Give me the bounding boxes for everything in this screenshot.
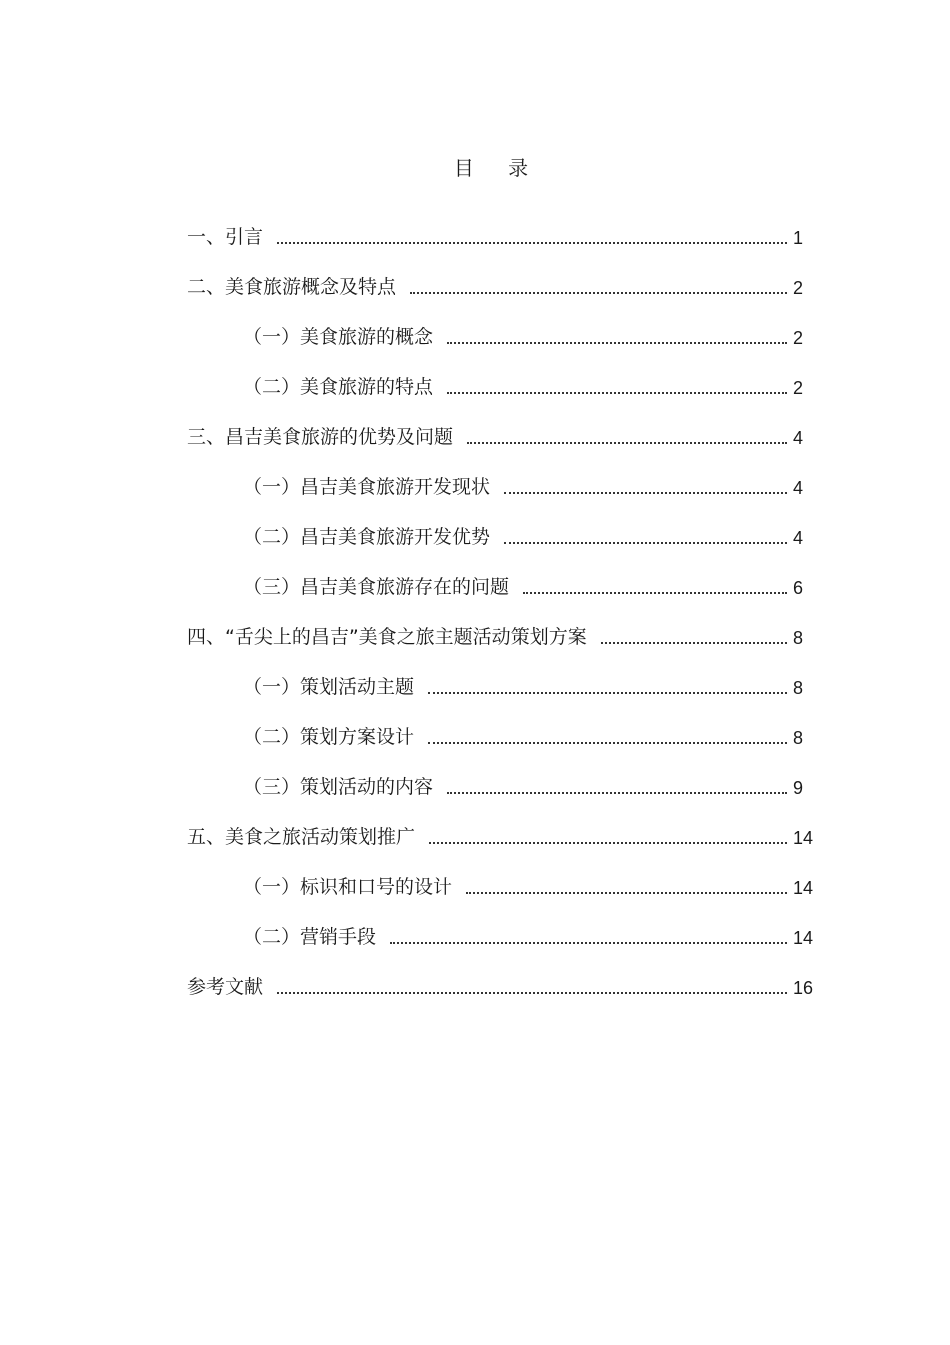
toc-entry [187,958,817,1008]
toc-entry-label: （一）策划活动主题 [243,676,415,698]
toc-subentry [187,858,817,908]
toc-subentry [187,708,817,758]
toc-entry-label: （三）策划活动的内容 [243,776,434,798]
toc-subentry [187,758,817,808]
toc-subentry [187,358,817,408]
toc-entry-page: 14 [793,928,814,948]
toc-entry-page: 4 [793,478,804,498]
toc-subentry [187,558,817,608]
toc-dot-leader [428,691,787,694]
toc-entry-page: 8 [793,728,804,748]
toc-entry-label: 四、“舌尖上的昌吉”美食之旅主题活动策划方案 [187,626,587,648]
toc-dot-leader [428,741,787,744]
toc-entry-label: （二）营销手段 [243,926,377,948]
toc-dot-leader [467,441,787,444]
toc-dot-leader [390,941,787,944]
toc-dot-leader [277,241,787,244]
toc-entry-page: 4 [793,528,804,548]
toc-entry [187,408,817,458]
toc-dot-leader [523,591,787,594]
table-of-contents [187,208,817,1008]
toc-dot-leader [429,841,787,844]
toc-entry [187,608,817,658]
toc-entry-label: （一）昌吉美食旅游开发现状 [243,476,491,498]
toc-dot-leader [466,891,787,894]
toc-dot-leader [447,341,787,344]
toc-entry-page: 2 [793,378,804,398]
toc-entry-page: 14 [793,828,814,848]
toc-entry [187,208,817,258]
toc-entry-label: 二、美食旅游概念及特点 [187,276,397,298]
toc-entry [187,808,817,858]
toc-entry-page: 9 [793,778,804,798]
toc-entry-page: 6 [793,578,804,598]
toc-subentry [187,458,817,508]
toc-entry-label: （三）昌吉美食旅游存在的问题 [243,576,510,598]
toc-dot-leader [504,541,787,544]
toc-subentry [187,308,817,358]
toc-entry-label: （一）美食旅游的概念 [243,326,434,348]
toc-entry-page: 8 [793,678,804,698]
toc-entry-page: 4 [793,428,804,448]
toc-entry-label: 三、昌吉美食旅游的优势及问题 [187,426,454,448]
toc-entry-label: 五、美食之旅活动策划推广 [187,826,416,848]
toc-dot-leader [447,391,787,394]
toc-entry-label: （二）昌吉美食旅游开发优势 [243,526,491,548]
toc-subentry [187,908,817,958]
page-title: 目 录 [453,156,543,180]
toc-entry-page: 8 [793,628,804,648]
toc-entry-page: 2 [793,328,804,348]
toc-subentry [187,658,817,708]
toc-dot-leader [410,291,787,294]
toc-entry-label: 参考文献 [187,976,264,998]
toc-entry-label: （二）美食旅游的特点 [243,376,434,398]
toc-entry-page: 2 [793,278,804,298]
toc-dot-leader [277,991,787,994]
toc-entry [187,258,817,308]
toc-entry-page: 14 [793,878,814,898]
toc-dot-leader [601,641,787,644]
toc-entry-page: 16 [793,978,814,998]
toc-subentry [187,508,817,558]
toc-dot-leader [447,791,787,794]
toc-entry-page: 1 [793,228,804,248]
toc-entry-label: 一、引言 [187,226,264,248]
toc-dot-leader [504,491,787,494]
toc-entry-label: （二）策划方案设计 [243,726,415,748]
toc-entry-label: （一）标识和口号的设计 [243,876,453,898]
